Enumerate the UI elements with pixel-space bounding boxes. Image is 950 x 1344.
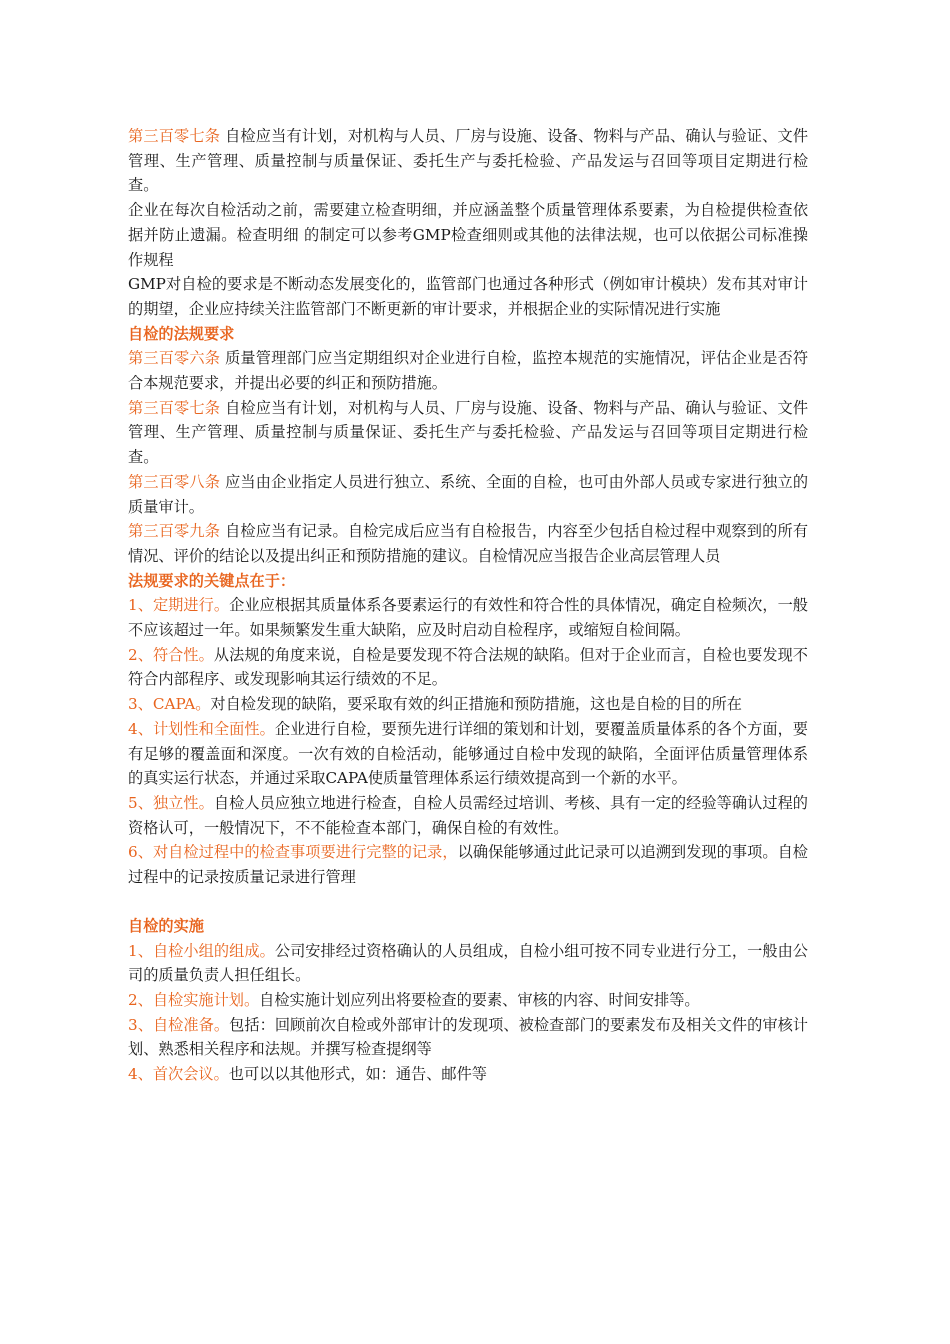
item-label: 2、符合性。: [128, 645, 214, 664]
item-label: 4、首次会议。: [128, 1065, 229, 1084]
article-label: 第三百零七条: [128, 127, 221, 145]
article-label: 第三百零六条: [128, 349, 221, 368]
item-text: 企业应根据其质量体系各要素运行的有效性和符合性的具体情况，确定自检频次，一般不应该超过一年。如果频繁发生重大缺陷，应及时启动自检程序，或缩短自检间隔。: [128, 596, 808, 640]
regulation-article-307: [122, 396, 808, 470]
section-heading-regulations: 自检的法规要求: [128, 324, 235, 343]
key-point-item: [122, 643, 808, 692]
regulation-article-309: [122, 519, 808, 568]
section-heading-implementation: 自检的实施: [128, 916, 204, 935]
article-label: 第三百零九条: [128, 522, 221, 541]
item-label: 6、对自检过程中的检查事项要进行完整的记录，: [128, 843, 458, 862]
item-label: 4、计划性和全面性。: [128, 719, 275, 738]
item-label: 3、CAPA。: [128, 695, 211, 714]
item-label: 3、自检准备。: [128, 1015, 230, 1034]
regulation-article-308: [122, 470, 808, 519]
key-point-item: [122, 791, 808, 840]
article-text: 自检应当有计划，对机构与人员、厂房与设施、设备、物料与产品、确认与验证、文件管理、生产管理、质量控制与质量保证、委托生产与委托检验、产品发运与召回等项目定期进行检查。: [128, 127, 809, 195]
implementation-item: [122, 939, 808, 988]
item-text: 自检人员应独立地进行检查，自检人员需经过培训、考核、具有一定的经验等确认过程的资格认可，一般情况下，不不能检查本部门，确保自检的有效性。: [128, 793, 808, 837]
article-text: 应当由企业指定人员进行独立、系统、全面的自检，也可由外部人员或专家进行独立的质量审计。: [128, 472, 809, 516]
article-text: 自检应当有计划，对机构与人员、厂房与设施、设备、物料与产品、确认与验证、文件管理、生产管理、质量控制与质量保证、委托生产与委托检验、产品发运与召回等项目定期进行检查。: [128, 398, 809, 467]
implementation-item: [122, 988, 808, 1013]
article-text: 质量管理部门应当定期组织对企业进行自检，监控本规范的实施情况，评估企业是否符合本规范要求，并提出必要的纠正和预防措施。: [128, 349, 809, 393]
section-heading-key-points: 法规要求的关键点在于：: [128, 571, 296, 590]
section-spacer: [122, 890, 808, 914]
item-text: 以确保能够通过此记录可以追溯到发现的事项。自检过程中的记录按质量记录进行管理: [128, 843, 808, 887]
paragraph-text: 企业在每次自检活动之前，需要建立检查明细，并应涵盖整个质量管理体系要素，为自检提供检查依据并防止遗漏。检查明细 的制定可以参考GMP检查细则或其他的法律法规，也可以依据公司标准操作规程: [128, 201, 808, 269]
key-point-item: [122, 840, 808, 889]
intro-paragraph-checklist: [122, 198, 808, 272]
item-label: 1、自检小组的组成。: [128, 941, 275, 960]
item-text: 包括：回顾前次自检或外部审计的发现项、被检查部门的要素发布及相关文件的审核计划、熟悉相关程序和法规。并撰写检查提纲等: [128, 1015, 808, 1059]
implementation-item: [122, 1062, 808, 1087]
document-body: [122, 124, 808, 1087]
item-text: 公司安排经过资格确认的人员组成，自检小组可按不同专业进行分工，一般由公司的质量负责人担任组长。: [128, 941, 808, 985]
regulation-article-306: [122, 346, 808, 395]
item-text: 自检实施计划应列出将要检查的要素、审核的内容、时间安排等。: [259, 990, 700, 1009]
key-point-item: [122, 692, 808, 717]
item-text: 企业进行自检，要预先进行详细的策划和计划，要覆盖质量体系的各个方面，要有足够的覆盖面和深度。一次有效的自检活动，能够通过自检中发现的缺陷，全面评估质量管理体系的真实运行状态，并通过采取CAPA使质量管理体系运行绩效提高到一个新的水平。: [128, 719, 808, 788]
item-text: 对自检发现的缺陷，要采取有效的纠正措施和预防措施，这也是自检的目的所在: [210, 695, 742, 714]
article-label: 第三百零八条: [128, 472, 221, 491]
key-point-item: [122, 593, 808, 642]
article-label: 第三百零七条: [128, 398, 221, 417]
item-text: 也可以以其他形式，如：通告、邮件等: [228, 1065, 487, 1084]
implementation-item: [122, 1013, 808, 1062]
item-label: 1、定期进行。: [128, 596, 230, 615]
intro-paragraph-gmp: [122, 272, 808, 321]
key-point-item: [122, 717, 808, 791]
paragraph-text: GMP对自检的要求是不断动态发展变化的，监管部门也通过各种形式（例如审计模块）发布其对审计的期望，企业应持续关注监管部门不断更新的审计要求，并根据企业的实际情况进行实施: [128, 275, 808, 318]
item-text: 从法规的角度来说，自检是要发现不符合法规的缺陷。但对于企业而言，自检也要发现不符合内部程序、或发现影响其运行绩效的不足。: [128, 645, 808, 689]
intro-article-307: [122, 124, 808, 198]
article-text: 自检应当有记录。自检完成后应当有自检报告，内容至少包括自检过程中观察到的所有情况、评价的结论以及提出纠正和预防措施的建议。自检情况应当报告企业高层管理人员: [128, 522, 809, 565]
item-label: 5、独立性。: [128, 793, 214, 812]
item-label: 2、自检实施计划。: [128, 990, 260, 1009]
